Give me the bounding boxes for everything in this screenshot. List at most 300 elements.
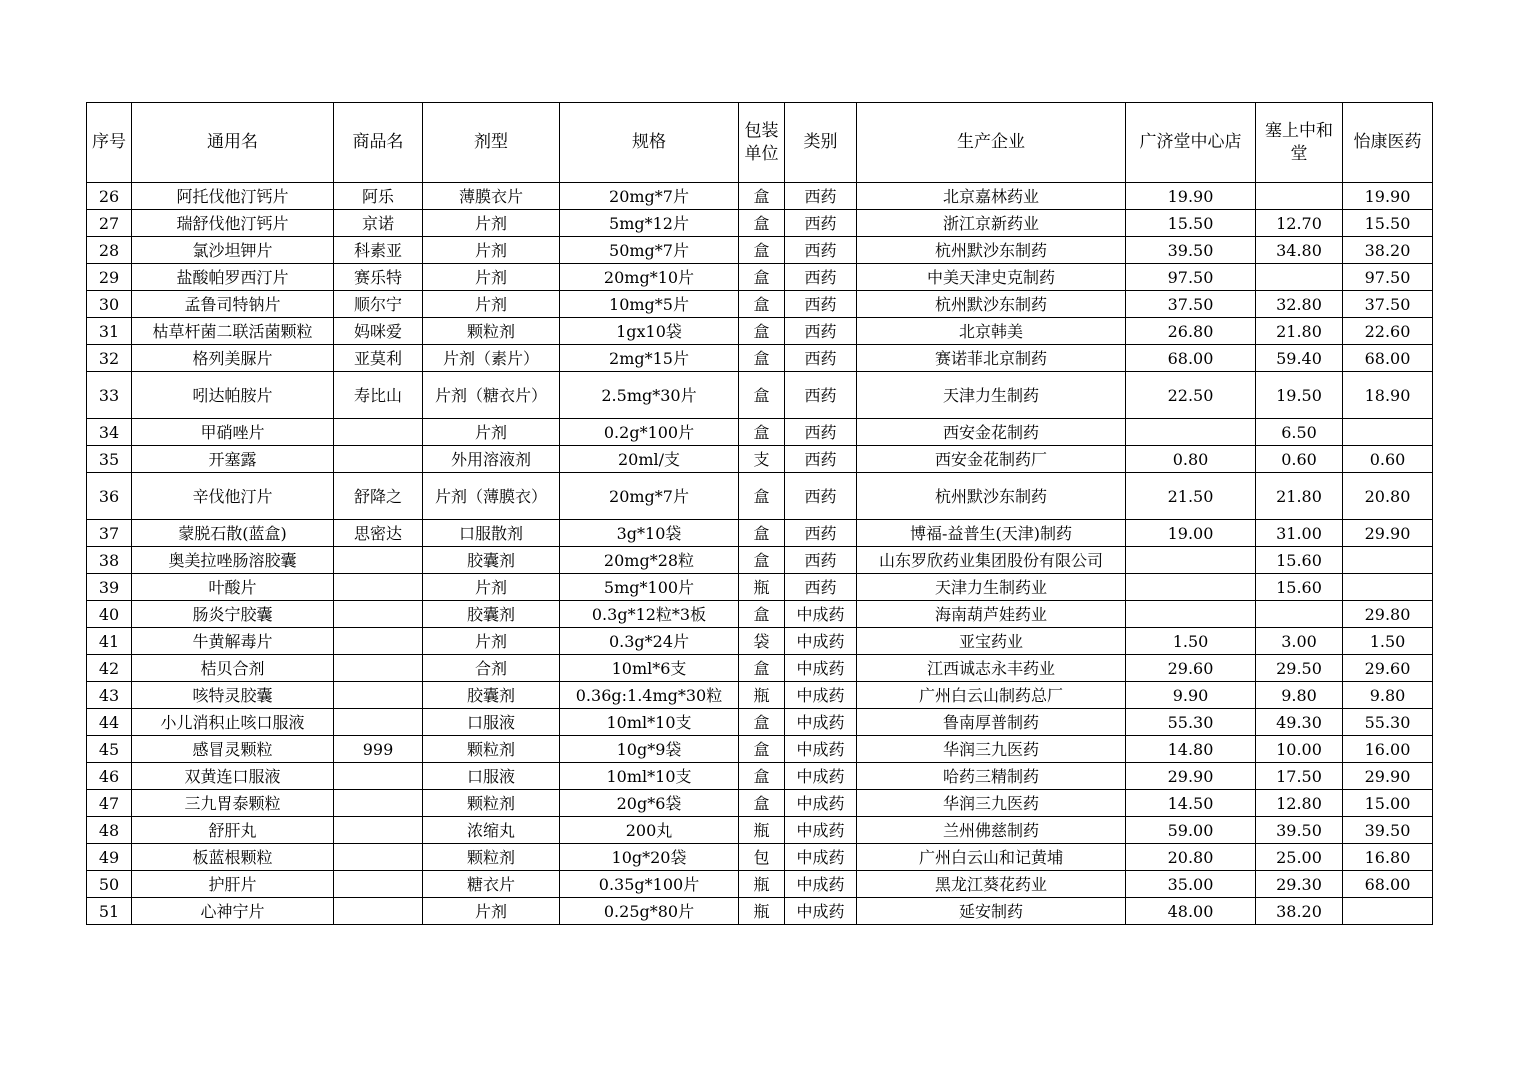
price-saishangzhonghetang-cell: 32.80 [1256, 291, 1343, 318]
manufacturer-cell: 中美天津史克制药 [857, 264, 1126, 291]
package-unit-cell: 盒 [739, 291, 785, 318]
price-guangjitang-cell: 9.90 [1126, 682, 1256, 709]
price-guangjitang-cell: 97.50 [1126, 264, 1256, 291]
category-cell: 西药 [785, 574, 857, 601]
dosage-form-cell: 颗粒剂 [423, 844, 560, 871]
price-saishangzhonghetang-cell: 0.60 [1256, 446, 1343, 473]
price-yikang-cell: 15.50 [1343, 210, 1433, 237]
table-row [87, 210, 1433, 237]
generic-name-cell: 阿托伐他汀钙片 [132, 183, 334, 210]
category-cell: 西药 [785, 318, 857, 345]
generic-name-cell: 甲硝唑片 [132, 419, 334, 446]
category-cell: 中成药 [785, 790, 857, 817]
header-cell: 生产企业 [857, 103, 1126, 183]
table-row [87, 655, 1433, 682]
row-number-cell: 34 [87, 419, 132, 446]
header-cell: 规格 [560, 103, 739, 183]
brand-name-cell: 999 [334, 736, 423, 763]
price-yikang-cell: 29.90 [1343, 763, 1433, 790]
package-unit-cell: 瓶 [739, 682, 785, 709]
dosage-form-cell: 片剂 [423, 628, 560, 655]
category-cell: 中成药 [785, 682, 857, 709]
generic-name-cell: 枯草杆菌二联活菌颗粒 [132, 318, 334, 345]
dosage-form-cell: 片剂 [423, 574, 560, 601]
price-saishangzhonghetang-cell: 9.80 [1256, 682, 1343, 709]
category-cell: 中成药 [785, 898, 857, 925]
generic-name-cell: 心神宁片 [132, 898, 334, 925]
price-saishangzhonghetang-cell: 3.00 [1256, 628, 1343, 655]
category-cell: 西药 [785, 210, 857, 237]
row-number-cell: 40 [87, 601, 132, 628]
dosage-form-cell: 口服液 [423, 709, 560, 736]
brand-name-cell: 京诺 [334, 210, 423, 237]
category-cell: 西药 [785, 473, 857, 520]
dosage-form-cell: 片剂 [423, 898, 560, 925]
header-cell: 怡康医药 [1343, 103, 1433, 183]
dosage-form-cell: 合剂 [423, 655, 560, 682]
row-number-cell: 27 [87, 210, 132, 237]
price-guangjitang-cell: 37.50 [1126, 291, 1256, 318]
brand-name-cell [334, 446, 423, 473]
price-guangjitang-cell: 29.60 [1126, 655, 1256, 682]
price-saishangzhonghetang-cell: 31.00 [1256, 520, 1343, 547]
price-saishangzhonghetang-cell: 25.00 [1256, 844, 1343, 871]
price-yikang-cell: 68.00 [1343, 871, 1433, 898]
generic-name-cell: 孟鲁司特钠片 [132, 291, 334, 318]
price-saishangzhonghetang-cell: 15.60 [1256, 574, 1343, 601]
price-guangjitang-cell: 14.80 [1126, 736, 1256, 763]
brand-name-cell [334, 655, 423, 682]
price-yikang-cell: 15.00 [1343, 790, 1433, 817]
package-unit-cell: 盒 [739, 183, 785, 210]
price-saishangzhonghetang-cell: 59.40 [1256, 345, 1343, 372]
dosage-form-cell: 口服散剂 [423, 520, 560, 547]
brand-name-cell: 寿比山 [334, 372, 423, 419]
table-row [87, 473, 1433, 520]
package-unit-cell: 盒 [739, 345, 785, 372]
table-row [87, 790, 1433, 817]
manufacturer-cell: 北京韩美 [857, 318, 1126, 345]
manufacturer-cell: 亚宝药业 [857, 628, 1126, 655]
price-yikang-cell: 16.80 [1343, 844, 1433, 871]
price-guangjitang-cell: 68.00 [1126, 345, 1256, 372]
package-unit-cell: 盒 [739, 237, 785, 264]
price-yikang-cell: 68.00 [1343, 345, 1433, 372]
row-number-cell: 39 [87, 574, 132, 601]
table-row [87, 817, 1433, 844]
category-cell: 中成药 [785, 763, 857, 790]
header-cell: 商品名 [334, 103, 423, 183]
specification-cell: 3g*10袋 [560, 520, 739, 547]
brand-name-cell [334, 601, 423, 628]
table-row [87, 291, 1433, 318]
dosage-form-cell: 外用溶液剂 [423, 446, 560, 473]
price-guangjitang-cell: 14.50 [1126, 790, 1256, 817]
row-number-cell: 38 [87, 547, 132, 574]
specification-cell: 10g*20袋 [560, 844, 739, 871]
table-row [87, 871, 1433, 898]
specification-cell: 20mg*7片 [560, 473, 739, 520]
brand-name-cell [334, 790, 423, 817]
brand-name-cell [334, 419, 423, 446]
table-row [87, 446, 1433, 473]
row-number-cell: 33 [87, 372, 132, 419]
table-row [87, 709, 1433, 736]
price-yikang-cell: 0.60 [1343, 446, 1433, 473]
specification-cell: 20g*6袋 [560, 790, 739, 817]
table-row [87, 763, 1433, 790]
price-saishangzhonghetang-cell: 21.80 [1256, 318, 1343, 345]
manufacturer-cell: 杭州默沙东制药 [857, 237, 1126, 264]
table-row [87, 318, 1433, 345]
generic-name-cell: 瑞舒伐他汀钙片 [132, 210, 334, 237]
row-number-cell: 44 [87, 709, 132, 736]
price-saishangzhonghetang-cell: 6.50 [1256, 419, 1343, 446]
brand-name-cell: 顺尔宁 [334, 291, 423, 318]
price-guangjitang-cell: 1.50 [1126, 628, 1256, 655]
specification-cell: 200丸 [560, 817, 739, 844]
brand-name-cell: 科素亚 [334, 237, 423, 264]
price-guangjitang-cell [1126, 547, 1256, 574]
category-cell: 中成药 [785, 871, 857, 898]
price-saishangzhonghetang-cell: 38.20 [1256, 898, 1343, 925]
manufacturer-cell: 杭州默沙东制药 [857, 473, 1126, 520]
package-unit-cell: 瓶 [739, 871, 785, 898]
specification-cell: 0.3g*24片 [560, 628, 739, 655]
row-number-cell: 37 [87, 520, 132, 547]
price-yikang-cell: 19.90 [1343, 183, 1433, 210]
specification-cell: 0.25g*80片 [560, 898, 739, 925]
category-cell: 西药 [785, 520, 857, 547]
header-cell: 剂型 [423, 103, 560, 183]
category-cell: 中成药 [785, 628, 857, 655]
price-saishangzhonghetang-cell: 12.70 [1256, 210, 1343, 237]
manufacturer-cell: 鲁南厚普制药 [857, 709, 1126, 736]
package-unit-cell: 瓶 [739, 817, 785, 844]
generic-name-cell: 桔贝合剂 [132, 655, 334, 682]
price-guangjitang-cell [1126, 574, 1256, 601]
generic-name-cell: 开塞露 [132, 446, 334, 473]
category-cell: 西药 [785, 264, 857, 291]
manufacturer-cell: 广州白云山制药总厂 [857, 682, 1126, 709]
manufacturer-cell: 浙江京新药业 [857, 210, 1126, 237]
price-yikang-cell: 29.60 [1343, 655, 1433, 682]
brand-name-cell [334, 547, 423, 574]
price-guangjitang-cell: 59.00 [1126, 817, 1256, 844]
specification-cell: 0.36g:1.4mg*30粒 [560, 682, 739, 709]
header-cell: 类别 [785, 103, 857, 183]
category-cell: 中成药 [785, 736, 857, 763]
price-yikang-cell: 22.60 [1343, 318, 1433, 345]
price-yikang-cell [1343, 898, 1433, 925]
specification-cell: 10ml*10支 [560, 709, 739, 736]
specification-cell: 20mg*7片 [560, 183, 739, 210]
price-guangjitang-cell: 35.00 [1126, 871, 1256, 898]
dosage-form-cell: 片剂 [423, 291, 560, 318]
header-cell: 序号 [87, 103, 132, 183]
price-yikang-cell: 55.30 [1343, 709, 1433, 736]
price-guangjitang-cell: 22.50 [1126, 372, 1256, 419]
dosage-form-cell: 片剂 [423, 237, 560, 264]
category-cell: 中成药 [785, 817, 857, 844]
specification-cell: 20ml/支 [560, 446, 739, 473]
package-unit-cell: 瓶 [739, 574, 785, 601]
package-unit-cell: 盒 [739, 210, 785, 237]
price-saishangzhonghetang-cell: 21.80 [1256, 473, 1343, 520]
brand-name-cell [334, 871, 423, 898]
specification-cell: 10ml*10支 [560, 763, 739, 790]
price-yikang-cell [1343, 574, 1433, 601]
table-row [87, 345, 1433, 372]
header-cell: 通用名 [132, 103, 334, 183]
dosage-form-cell: 颗粒剂 [423, 318, 560, 345]
generic-name-cell: 奥美拉唑肠溶胶囊 [132, 547, 334, 574]
specification-cell: 2.5mg*30片 [560, 372, 739, 419]
manufacturer-cell: 海南葫芦娃药业 [857, 601, 1126, 628]
generic-name-cell: 咳特灵胶囊 [132, 682, 334, 709]
brand-name-cell [334, 574, 423, 601]
brand-name-cell: 思密达 [334, 520, 423, 547]
dosage-form-cell: 胶囊剂 [423, 547, 560, 574]
row-number-cell: 32 [87, 345, 132, 372]
row-number-cell: 48 [87, 817, 132, 844]
dosage-form-cell: 片剂 [423, 264, 560, 291]
price-guangjitang-cell: 19.90 [1126, 183, 1256, 210]
category-cell: 西药 [785, 547, 857, 574]
generic-name-cell: 板蓝根颗粒 [132, 844, 334, 871]
price-saishangzhonghetang-cell: 12.80 [1256, 790, 1343, 817]
row-number-cell: 49 [87, 844, 132, 871]
row-number-cell: 28 [87, 237, 132, 264]
row-number-cell: 31 [87, 318, 132, 345]
dosage-form-cell: 片剂（素片） [423, 345, 560, 372]
generic-name-cell: 舒肝丸 [132, 817, 334, 844]
package-unit-cell: 盒 [739, 473, 785, 520]
package-unit-cell: 盒 [739, 736, 785, 763]
price-yikang-cell: 38.20 [1343, 237, 1433, 264]
row-number-cell: 45 [87, 736, 132, 763]
table-row [87, 547, 1433, 574]
dosage-form-cell: 颗粒剂 [423, 736, 560, 763]
generic-name-cell: 三九胃泰颗粒 [132, 790, 334, 817]
table-row [87, 736, 1433, 763]
category-cell: 西药 [785, 237, 857, 264]
manufacturer-cell: 延安制药 [857, 898, 1126, 925]
price-saishangzhonghetang-cell: 29.30 [1256, 871, 1343, 898]
manufacturer-cell: 广州白云山和记黄埔 [857, 844, 1126, 871]
manufacturer-cell: 天津力生制药 [857, 372, 1126, 419]
price-saishangzhonghetang-cell: 17.50 [1256, 763, 1343, 790]
manufacturer-cell: 山东罗欣药业集团股份有限公司 [857, 547, 1126, 574]
row-number-cell: 51 [87, 898, 132, 925]
price-yikang-cell: 18.90 [1343, 372, 1433, 419]
generic-name-cell: 感冒灵颗粒 [132, 736, 334, 763]
category-cell: 西药 [785, 372, 857, 419]
brand-name-cell [334, 628, 423, 655]
price-guangjitang-cell: 55.30 [1126, 709, 1256, 736]
manufacturer-cell: 西安金花制药 [857, 419, 1126, 446]
price-saishangzhonghetang-cell [1256, 264, 1343, 291]
header-cell: 广济堂中心店 [1126, 103, 1256, 183]
table-row [87, 682, 1433, 709]
package-unit-cell: 盒 [739, 601, 785, 628]
price-yikang-cell: 20.80 [1343, 473, 1433, 520]
dosage-form-cell: 片剂（薄膜衣） [423, 473, 560, 520]
brand-name-cell [334, 763, 423, 790]
price-yikang-cell: 37.50 [1343, 291, 1433, 318]
table-header-row [87, 103, 1433, 183]
price-yikang-cell: 39.50 [1343, 817, 1433, 844]
row-number-cell: 29 [87, 264, 132, 291]
price-guangjitang-cell: 15.50 [1126, 210, 1256, 237]
generic-name-cell: 护肝片 [132, 871, 334, 898]
header-cell: 塞上中和堂 [1256, 103, 1343, 183]
specification-cell: 0.3g*12粒*3板 [560, 601, 739, 628]
category-cell: 西药 [785, 291, 857, 318]
price-yikang-cell: 1.50 [1343, 628, 1433, 655]
package-unit-cell: 袋 [739, 628, 785, 655]
table-row [87, 844, 1433, 871]
price-guangjitang-cell [1126, 419, 1256, 446]
price-saishangzhonghetang-cell: 10.00 [1256, 736, 1343, 763]
specification-cell: 20mg*28粒 [560, 547, 739, 574]
generic-name-cell: 吲达帕胺片 [132, 372, 334, 419]
package-unit-cell: 盒 [739, 372, 785, 419]
package-unit-cell: 支 [739, 446, 785, 473]
row-number-cell: 35 [87, 446, 132, 473]
generic-name-cell: 氯沙坦钾片 [132, 237, 334, 264]
table-row [87, 237, 1433, 264]
manufacturer-cell: 江西诚志永丰药业 [857, 655, 1126, 682]
price-yikang-cell [1343, 419, 1433, 446]
dosage-form-cell: 胶囊剂 [423, 601, 560, 628]
price-guangjitang-cell: 39.50 [1126, 237, 1256, 264]
row-number-cell: 43 [87, 682, 132, 709]
row-number-cell: 26 [87, 183, 132, 210]
generic-name-cell: 格列美脲片 [132, 345, 334, 372]
price-saishangzhonghetang-cell: 49.30 [1256, 709, 1343, 736]
price-guangjitang-cell [1126, 601, 1256, 628]
specification-cell: 2mg*15片 [560, 345, 739, 372]
price-guangjitang-cell: 48.00 [1126, 898, 1256, 925]
dosage-form-cell: 片剂 [423, 419, 560, 446]
specification-cell: 10ml*6支 [560, 655, 739, 682]
price-saishangzhonghetang-cell [1256, 183, 1343, 210]
specification-cell: 20mg*10片 [560, 264, 739, 291]
generic-name-cell: 叶酸片 [132, 574, 334, 601]
price-guangjitang-cell: 29.90 [1126, 763, 1256, 790]
row-number-cell: 47 [87, 790, 132, 817]
brand-name-cell [334, 898, 423, 925]
package-unit-cell: 瓶 [739, 898, 785, 925]
specification-cell: 0.35g*100片 [560, 871, 739, 898]
dosage-form-cell: 口服液 [423, 763, 560, 790]
row-number-cell: 41 [87, 628, 132, 655]
specification-cell: 1gx10袋 [560, 318, 739, 345]
category-cell: 中成药 [785, 709, 857, 736]
table-row [87, 264, 1433, 291]
category-cell: 中成药 [785, 844, 857, 871]
table-row [87, 898, 1433, 925]
price-yikang-cell: 29.80 [1343, 601, 1433, 628]
specification-cell: 5mg*12片 [560, 210, 739, 237]
category-cell: 西药 [785, 419, 857, 446]
manufacturer-cell: 华润三九医药 [857, 790, 1126, 817]
manufacturer-cell: 北京嘉林药业 [857, 183, 1126, 210]
brand-name-cell: 赛乐特 [334, 264, 423, 291]
dosage-form-cell: 颗粒剂 [423, 790, 560, 817]
manufacturer-cell: 杭州默沙东制药 [857, 291, 1126, 318]
table-row [87, 628, 1433, 655]
price-yikang-cell: 29.90 [1343, 520, 1433, 547]
package-unit-cell: 盒 [739, 520, 785, 547]
table-row [87, 601, 1433, 628]
generic-name-cell: 辛伐他汀片 [132, 473, 334, 520]
table-row [87, 520, 1433, 547]
dosage-form-cell: 胶囊剂 [423, 682, 560, 709]
table-row [87, 372, 1433, 419]
price-guangjitang-cell: 20.80 [1126, 844, 1256, 871]
manufacturer-cell: 黑龙江葵花药业 [857, 871, 1126, 898]
category-cell: 西药 [785, 446, 857, 473]
manufacturer-cell: 兰州佛慈制药 [857, 817, 1126, 844]
generic-name-cell: 双黄连口服液 [132, 763, 334, 790]
price-saishangzhonghetang-cell: 19.50 [1256, 372, 1343, 419]
price-yikang-cell: 9.80 [1343, 682, 1433, 709]
package-unit-cell: 包 [739, 844, 785, 871]
row-number-cell: 36 [87, 473, 132, 520]
price-saishangzhonghetang-cell [1256, 601, 1343, 628]
package-unit-cell: 盒 [739, 763, 785, 790]
package-unit-cell: 盒 [739, 709, 785, 736]
table-row [87, 183, 1433, 210]
generic-name-cell: 蒙脱石散(蓝盒) [132, 520, 334, 547]
brand-name-cell [334, 709, 423, 736]
dosage-form-cell: 浓缩丸 [423, 817, 560, 844]
manufacturer-cell: 赛诺菲北京制药 [857, 345, 1126, 372]
category-cell: 西药 [785, 183, 857, 210]
row-number-cell: 42 [87, 655, 132, 682]
table-body [87, 183, 1433, 925]
dosage-form-cell: 糖衣片 [423, 871, 560, 898]
price-saishangzhonghetang-cell: 15.60 [1256, 547, 1343, 574]
price-guangjitang-cell: 21.50 [1126, 473, 1256, 520]
price-saishangzhonghetang-cell: 34.80 [1256, 237, 1343, 264]
brand-name-cell [334, 844, 423, 871]
dosage-form-cell: 片剂（糖衣片） [423, 372, 560, 419]
header-cell: 包装单位 [739, 103, 785, 183]
dosage-form-cell: 薄膜衣片 [423, 183, 560, 210]
row-number-cell: 50 [87, 871, 132, 898]
brand-name-cell [334, 817, 423, 844]
category-cell: 西药 [785, 345, 857, 372]
generic-name-cell: 肠炎宁胶囊 [132, 601, 334, 628]
brand-name-cell: 妈咪爱 [334, 318, 423, 345]
package-unit-cell: 盒 [739, 547, 785, 574]
price-guangjitang-cell: 26.80 [1126, 318, 1256, 345]
brand-name-cell: 阿乐 [334, 183, 423, 210]
price-saishangzhonghetang-cell: 39.50 [1256, 817, 1343, 844]
generic-name-cell: 小儿消积止咳口服液 [132, 709, 334, 736]
specification-cell: 10g*9袋 [560, 736, 739, 763]
row-number-cell: 46 [87, 763, 132, 790]
price-guangjitang-cell: 0.80 [1126, 446, 1256, 473]
package-unit-cell: 盒 [739, 790, 785, 817]
package-unit-cell: 盒 [739, 264, 785, 291]
table-row [87, 419, 1433, 446]
price-yikang-cell: 97.50 [1343, 264, 1433, 291]
table-row [87, 574, 1433, 601]
